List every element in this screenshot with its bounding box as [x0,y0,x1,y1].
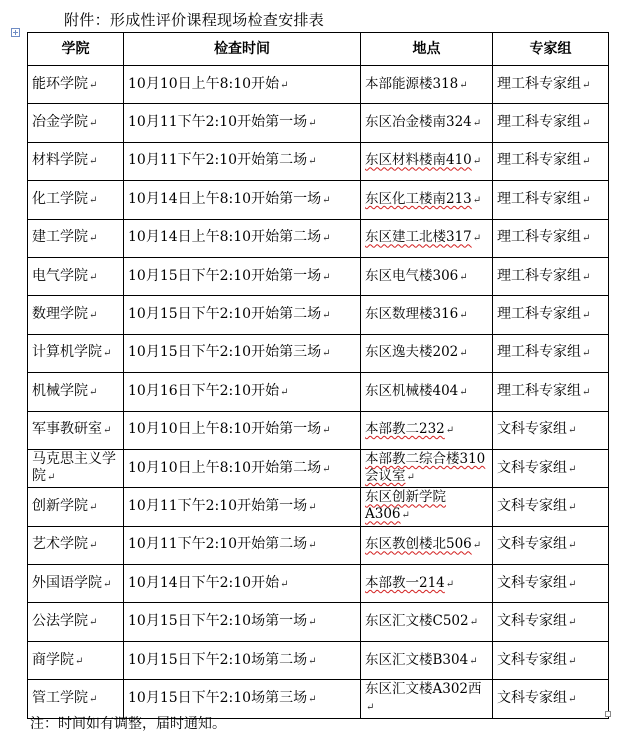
cell-time-text: 10月14日上午8:10开始第一场 [128,190,322,207]
table-row [28,449,609,487]
cell-college-text: 冶金学院 [32,114,88,131]
paragraph-mark-icon: ↵ [472,156,482,168]
cell-place [361,603,493,641]
cell-place-text: 东区逸夫楼202 [365,344,459,361]
cell-place-text: 本部教一214 [365,574,445,591]
table-row [28,526,609,564]
cell-place [361,66,493,104]
cell-college [28,449,124,487]
paragraph-mark-icon: ↵ [75,655,84,667]
paragraph-mark-icon: ↵ [582,233,591,245]
cell-panel-text: 理工科专家组 [497,114,581,131]
paragraph-mark-icon: ↵ [472,233,482,245]
cell-place [361,373,493,411]
paragraph-mark-icon: ↵ [366,702,375,714]
cell-college [28,373,124,411]
paragraph-mark-icon: ↵ [472,194,482,206]
header-panel: 专家组 [493,33,609,66]
cell-time-text: 10月14日上午8:10开始第二场 [128,229,322,246]
paragraph-mark-icon: ↵ [322,310,331,322]
cell-place [361,181,493,219]
cell-place [361,526,493,564]
cell-college [28,488,124,526]
cell-time-text: 10月11下午2:10开始第二场 [128,536,308,553]
cell-panel [493,526,609,564]
header-time: 检查时间 [124,33,361,66]
cell-panel [493,142,609,180]
cell-place [361,411,493,449]
cell-place [361,488,493,526]
cell-college-text: 化工学院 [32,190,88,207]
paragraph-mark-icon: ↵ [89,79,98,91]
cell-panel [493,104,609,142]
paragraph-mark-icon: ↵ [308,693,317,705]
paragraph-mark-icon: ↵ [582,118,591,130]
cell-panel [493,66,609,104]
cell-panel-text: 文科专家组 [497,689,567,706]
paragraph-mark-icon: ↵ [322,194,331,206]
cell-place [361,104,493,142]
paragraph-mark-icon: ↵ [582,271,591,283]
cell-time [124,565,361,603]
table-row [28,104,609,142]
table-resize-handle[interactable] [605,711,611,717]
paragraph-mark-icon: ↵ [280,578,289,590]
cell-time [124,603,361,641]
cell-place [361,296,493,334]
paragraph-mark-icon: ↵ [103,425,112,437]
paragraph-mark-icon: ↵ [472,540,482,552]
table-row [28,565,609,603]
cell-time [124,66,361,104]
paragraph-mark-icon: ↵ [322,271,331,283]
paragraph-mark-icon: ↵ [89,271,98,283]
cell-place-text: 东区建工北楼317 [365,229,472,246]
cell-college-text: 艺术学院 [32,536,88,553]
cell-place-text: 东区汇文楼A302西 [365,681,482,698]
footnote: 注：时间如有调整，届时通知。 [30,716,226,732]
cell-college [28,296,124,334]
table-row [28,334,609,372]
cell-place-text: 东区教创楼北506 [365,536,472,553]
cell-college [28,219,124,257]
paragraph-mark-icon: ↵ [47,472,56,484]
cell-place [361,257,493,295]
cell-time [124,334,361,372]
cell-college-text: 管工学院 [32,689,88,706]
paragraph-mark-icon: ↵ [406,472,415,484]
paragraph-mark-icon: ↵ [89,194,98,206]
paragraph-mark-icon: ↵ [459,310,468,322]
paragraph-mark-icon: ↵ [568,540,577,552]
cell-panel-text: 理工科专家组 [497,75,581,92]
paragraph-mark-icon: ↵ [308,501,317,513]
paragraph-mark-icon: ↵ [89,501,98,513]
paragraph-mark-icon: ↵ [459,348,468,360]
cell-time [124,219,361,257]
cell-time [124,411,361,449]
cell-college [28,181,124,219]
paragraph-mark-icon: ↵ [89,693,98,705]
cell-time [124,641,361,679]
paragraph-mark-icon: ↵ [89,540,98,552]
paragraph-mark-icon: ↵ [568,501,577,513]
cell-time-text: 10月10日上午8:10开始第一场 [128,421,322,438]
cell-panel-text: 文科专家组 [497,421,567,438]
paragraph-mark-icon: ↵ [280,79,289,91]
table-header-row [28,33,609,66]
paragraph-mark-icon: ↵ [103,578,112,590]
cell-college [28,334,124,372]
cell-time-text: 10月15日下午2:10开始第三场 [128,344,322,361]
paragraph-mark-icon: ↵ [568,655,577,667]
cell-panel [493,641,609,679]
paragraph-mark-icon: ↵ [582,156,591,168]
cell-panel [493,181,609,219]
schedule-table [27,32,609,719]
paragraph-mark-icon: ↵ [445,425,455,437]
paragraph-mark-icon: ↵ [568,693,577,705]
cell-time-text: 10月15日下午2:10开始第一场 [128,267,322,284]
cell-college-text: 计算机学院 [32,344,102,361]
header-college: 学院 [28,33,124,66]
cell-panel-text: 文科专家组 [497,651,567,668]
cell-time-text: 10月15日下午2:10开始第二场 [128,306,322,323]
cell-college-text: 创新学院 [32,497,88,514]
cell-college [28,526,124,564]
cell-college-text: 马克思主义学院 [32,451,116,485]
paragraph-mark-icon: ↵ [582,348,591,360]
cell-college-text: 能环学院 [32,75,88,92]
cell-college [28,565,124,603]
paragraph-mark-icon: ↵ [308,118,317,130]
cell-place-text: 东区数理楼316 [365,306,459,323]
paragraph-mark-icon: ↵ [322,425,331,437]
table-move-handle-icon[interactable] [11,28,20,37]
cell-panel-text: 理工科专家组 [497,152,581,169]
cell-panel [493,449,609,487]
cell-panel-text: 理工科专家组 [497,190,581,207]
cell-time-text: 10月15日下午2:10场第二场 [128,651,308,668]
paragraph-mark-icon: ↵ [568,578,577,590]
cell-place-text: 东区材料楼南410 [365,152,472,169]
cell-panel [493,488,609,526]
cell-place-text: 东区冶金楼南324 [365,114,472,131]
cell-panel-text: 文科专家组 [497,459,567,476]
cell-college [28,142,124,180]
cell-panel [493,219,609,257]
cell-time [124,257,361,295]
cell-college [28,66,124,104]
cell-panel [493,603,609,641]
paragraph-mark-icon: ↵ [322,348,331,360]
cell-college-text: 商学院 [32,651,74,668]
cell-panel [493,257,609,295]
cell-place-text: 本部能源楼318 [365,75,459,92]
paragraph-mark-icon: ↵ [469,617,478,629]
cell-place [361,449,493,487]
cell-place [361,565,493,603]
cell-college [28,257,124,295]
cell-time [124,181,361,219]
paragraph-mark-icon: ↵ [582,194,591,206]
cell-place-text: 东区汇文楼B304 [365,651,469,668]
cell-college-text: 电气学院 [32,267,88,284]
cell-place-text: 东区创新学院A306 [365,489,446,523]
table-row [28,373,609,411]
cell-time-text: 10月11下午2:10开始第一场 [128,114,308,131]
cell-time [124,526,361,564]
cell-panel-text: 理工科专家组 [497,229,581,246]
table-row [28,219,609,257]
cell-panel-text: 文科专家组 [497,613,567,630]
cell-time [124,449,361,487]
cell-time-text: 10月10日上午8:10开始第二场 [128,459,322,476]
cell-time-text: 10月16日下午2:10开始 [128,382,280,399]
cell-college-text: 公法学院 [32,613,88,630]
cell-panel-text: 文科专家组 [497,497,567,514]
paragraph-mark-icon: ↵ [568,617,577,629]
paragraph-mark-icon: ↵ [582,310,591,322]
cell-place-text: 东区机械楼404 [365,382,459,399]
cell-time [124,373,361,411]
cell-panel-text: 文科专家组 [497,536,567,553]
cell-place [361,142,493,180]
paragraph-mark-icon: ↵ [280,386,289,398]
cell-panel-text: 理工科专家组 [497,306,581,323]
paragraph-mark-icon: ↵ [89,386,98,398]
cell-college [28,104,124,142]
paragraph-mark-icon: ↵ [308,655,317,667]
paragraph-mark-icon: ↵ [445,578,455,590]
cell-panel [493,373,609,411]
cell-time [124,142,361,180]
paragraph-mark-icon: ↵ [322,233,331,245]
cell-college [28,411,124,449]
paragraph-mark-icon: ↵ [103,348,112,360]
paragraph-mark-icon: ↵ [89,118,98,130]
paragraph-mark-icon: ↵ [308,617,317,629]
cell-place [361,334,493,372]
cell-time-text: 10月14日下午2:10开始 [128,574,280,591]
cell-time-text: 10月15日下午2:10场第三场 [128,689,308,706]
paragraph-mark-icon: ↵ [322,463,331,475]
cell-time-text: 10月11下午2:10开始第一场 [128,497,308,514]
cell-panel [493,296,609,334]
cell-college-text: 数理学院 [32,306,88,323]
header-place: 地点 [361,33,493,66]
cell-college [28,641,124,679]
cell-time [124,488,361,526]
table-row [28,181,609,219]
cell-place-text: 东区化工楼南213 [365,190,472,207]
cell-college-text: 外国语学院 [32,574,102,591]
cell-college [28,603,124,641]
cell-panel [493,334,609,372]
table-body [28,66,609,719]
cell-place [361,219,493,257]
cell-panel-text: 理工科专家组 [497,267,581,284]
paragraph-mark-icon: ↵ [89,617,98,629]
cell-panel-text: 理工科专家组 [497,382,581,399]
cell-panel [493,565,609,603]
paragraph-mark-icon: ↵ [89,156,98,168]
paragraph-mark-icon: ↵ [308,156,317,168]
cell-college-text: 材料学院 [32,152,88,169]
cell-time-text: 10月15日下午2:10场第一场 [128,613,308,630]
table-row [28,142,609,180]
cell-time-text: 10月10日上午8:10开始 [128,75,280,92]
table-row [28,296,609,334]
paragraph-mark-icon: ↵ [469,655,478,667]
cell-place-text: 本部教二232 [365,421,445,438]
cell-college-text: 机械学院 [32,382,88,399]
paragraph-mark-icon: ↵ [89,310,98,322]
document-title: 附件：形成性评价课程现场检查安排表 [64,11,325,29]
paragraph-mark-icon: ↵ [568,463,577,475]
paragraph-mark-icon: ↵ [472,118,482,130]
cell-college-text: 建工学院 [32,229,88,246]
cell-panel [493,680,609,718]
cell-panel [493,411,609,449]
table-row [28,488,609,526]
cell-time [124,104,361,142]
table-row [28,641,609,679]
paragraph-mark-icon: ↵ [401,510,410,522]
table-row [28,603,609,641]
paragraph-mark-icon: ↵ [459,271,468,283]
table-row [28,257,609,295]
cell-place-text: 东区汇文楼C502 [365,613,469,630]
cell-place [361,641,493,679]
cell-place-text: 本部教二综合楼310会议室 [365,451,486,485]
cell-time [124,296,361,334]
cell-place-text: 东区电气楼306 [365,267,459,284]
paragraph-mark-icon: ↵ [459,386,468,398]
paragraph-mark-icon: ↵ [582,386,591,398]
paragraph-mark-icon: ↵ [89,233,98,245]
paragraph-mark-icon: ↵ [459,79,468,91]
cell-college-text: 军事教研室 [32,421,102,438]
cell-panel-text: 文科专家组 [497,574,567,591]
paragraph-mark-icon: ↵ [582,79,591,91]
cell-panel-text: 理工科专家组 [497,344,581,361]
cell-place [361,680,493,718]
table-row [28,66,609,104]
paragraph-mark-icon: ↵ [568,425,577,437]
paragraph-mark-icon: ↵ [308,540,317,552]
cell-time-text: 10月11下午2:10开始第二场 [128,152,308,169]
table-row [28,411,609,449]
